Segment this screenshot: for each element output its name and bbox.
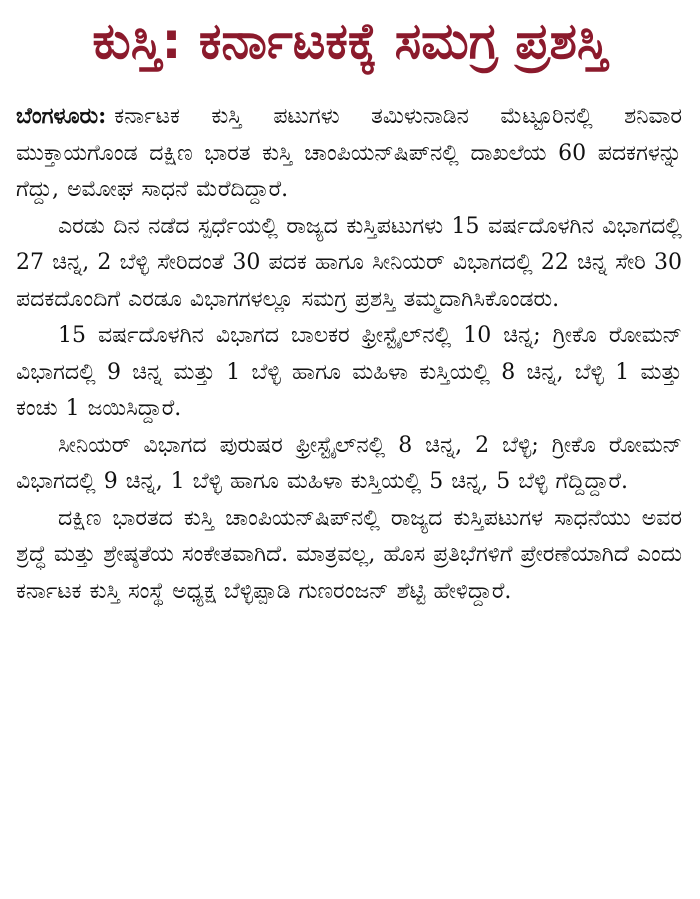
- dateline: ಬೆಂಗಳೂರು:: [16, 103, 107, 129]
- article-paragraph-3: 15 ವರ್ಷದೊಳಗಿನ ವಿಭಾಗದ ಬಾಲಕರ ಫ್ರೀಸ್ಟೈಲ್‌ನಲ್ಲಿ 10 ಚಿನ್ನ; ಗ್ರೀಕೊ ರೋಮನ್ ವಿಭಾಗದಲ್ಲಿ 9 ಚಿನ್ನ ಮತ್ತು 1 ಬೆಳ್ಳಿ ಹಾಗೂ ಮಹಿಳಾ ಕುಸ್ತಿಯಲ್ಲಿ 8 ಚಿನ್ನ, ಬೆಳ್ಳಿ 1 ಮತ್ತು ಕಂಚು 1 ಜಯಿಸಿದ್ದಾರೆ.: [16, 323, 682, 421]
- article-paragraph-2: ಎರಡು ದಿನ ನಡೆದ ಸ್ಪರ್ಧೆಯಲ್ಲಿ ರಾಜ್ಯದ ಕುಸ್ತಿಪಟುಗಳು 15 ವರ್ಷದೊಳಗಿನ ವಿಭಾಗದಲ್ಲಿ 27 ಚಿನ್ನ, 2 ಬೆಳ್ಳಿ ಸೇರಿದಂತೆ 30 ಪದಕ ಹಾಗೂ ಸೀನಿಯರ್ ವಿಭಾಗದಲ್ಲಿ 22 ಚಿನ್ನ ಸೇರಿ 30 ಪದಕದೊಂದಿಗೆ ಎರಡೂ ವಿಭಾಗಗಳಲ್ಲೂ ಸಮಗ್ರ ಪ್ರಶಸ್ತಿ ತಮ್ಮದಾಗಿಸಿಕೊಂಡರು.: [16, 213, 682, 312]
- article-body: [16, 98, 682, 610]
- article-paragraph-4: ಸೀನಿಯರ್ ವಿಭಾಗದ ಪುರುಷರ ಫ್ರೀಸ್ಟೈಲ್‌ನಲ್ಲಿ 8 ಚಿನ್ನ, 2 ಬೆಳ್ಳಿ; ಗ್ರೀಕೊ ರೋಮನ್ ವಿಭಾಗದಲ್ಲಿ 9 ಚಿನ್ನ, 1 ಬೆಳ್ಳಿ ಹಾಗೂ ಮಹಿಳಾ ಕುಸ್ತಿಯಲ್ಲಿ 5 ಚಿನ್ನ, 5 ಬೆಳ್ಳಿ ಗೆದ್ದಿದ್ದಾರೆ.: [16, 432, 682, 494]
- headline: ಕುಸ್ತಿ: ಕರ್ನಾಟಕಕ್ಕೆ ಸಮಗ್ರ ಪ್ರಶಸ್ತಿ: [92, 12, 608, 70]
- article-paragraph-5: ದಕ್ಷಿಣ ಭಾರತದ ಕುಸ್ತಿ ಚಾಂಪಿಯನ್‌ಷಿಪ್‌ನಲ್ಲಿ ರಾಜ್ಯದ ಕುಸ್ತಿಪಟುಗಳ ಸಾಧನೆಯು ಅವರ ಶ್ರದ್ಧೆ ಮತ್ತು ಶ್ರೇಷ್ಠತೆಯ ಸಂಕೇತವಾಗಿದೆ. ಮಾತ್ರವಲ್ಲ, ಹೊಸ ಪ್ರತಿಭೆಗಳಿಗೆ ಪ್ರೇರಣೆಯಾಗಿದೆ ಎಂದು ಕರ್ನಾಟಕ ಕುಸ್ತಿ ಸಂಸ್ಥೆ ಅಧ್ಯಕ್ಷ ಬೆಳ್ಳಿಪ್ಪಾಡಿ ಗುಣರಂಜನ್ ಶೆಟ್ಟಿ ಹೇಳಿದ್ದಾರೆ.: [16, 505, 682, 604]
- paragraph-text: ಕರ್ನಾಟಕ ಕುಸ್ತಿ ಪಟುಗಳು ತಮಿಳುನಾಡಿನ ಮೆಟ್ಟೂರಿನಲ್ಲಿ ಶನಿವಾರ ಮುಕ್ತಾಯಗೊಂಡ ದಕ್ಷಿಣ ಭಾರತ ಕುಸ್ತಿ ಚಾಂಪಿಯನ್‌ಷಿಪ್‌ನಲ್ಲಿ ದಾಖಲೆಯ 60 ಪದಕಗಳನ್ನು ಗೆದ್ದು, ಅಮೋಘ ಸಾಧನೆ ಮೆರೆದಿದ್ದಾರೆ.: [16, 104, 682, 202]
- article-paragraph-1: [16, 98, 682, 209]
